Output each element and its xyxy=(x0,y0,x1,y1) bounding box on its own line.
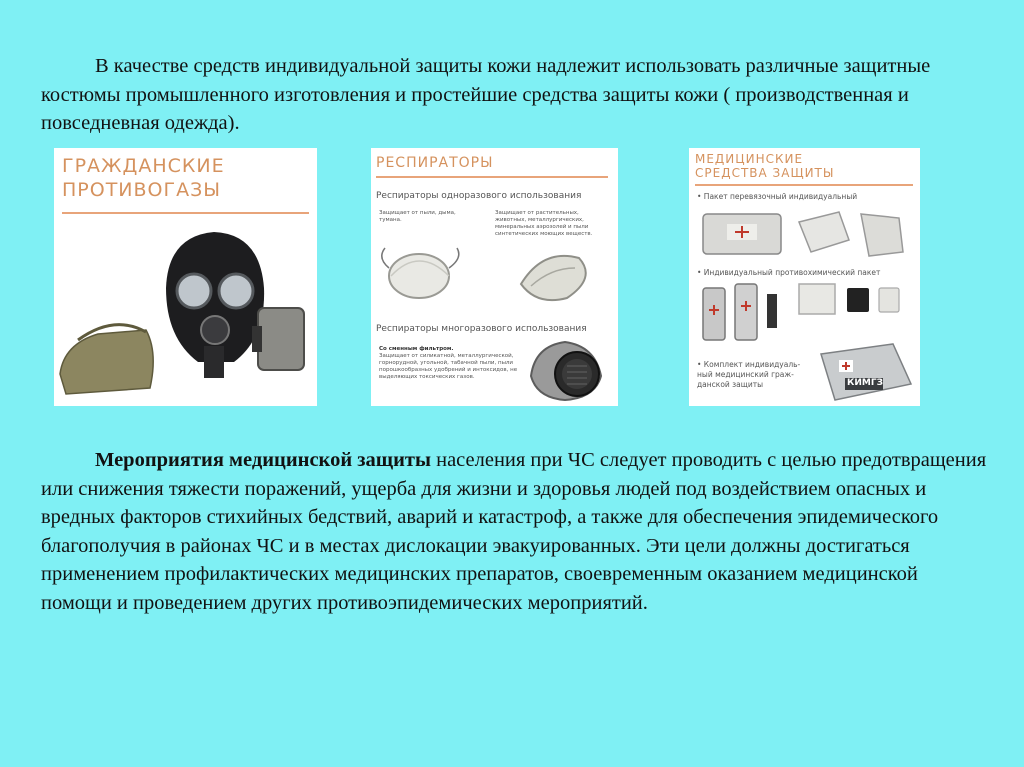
measures-text: населения при ЧС следует проводить с целью предотвращения или снижения тяжести поражений, ущерба для жизни и здоровья людей под воздействием опасных и вредных факторов стихийных бедствий, аварий и катастроф, а также для обеспечения эпидемического благополучия в районах ЧС и в местах дислокации эвакуированных. Эти цели должны достигаться применением профилактических медицинских препаратов, своевременным оказанием медицинской помощи и проведением других противоэпидемических мероприятий. xyxy=(41,449,987,614)
medical-protection-panel xyxy=(689,148,920,406)
disposable-respirators-illustration xyxy=(371,238,618,328)
reusable-heading: Респираторы многоразового использования xyxy=(376,324,587,334)
medical-item-3-line2: ный медицинский граж- xyxy=(697,370,794,379)
respirators-title: РЕСПИРАТОРЫ xyxy=(376,155,494,171)
medical-title-line2: СРЕДСТВА ЗАЩИТЫ xyxy=(695,166,835,180)
disposable-note-2: Защищает от растительных, животных, металлургических, минеральных аэрозолей и пыли синтетических моющих веществ. xyxy=(495,210,593,237)
filter-note-text: Защищает от силикатной, металлургической, горнорудной, угольной, табачной пыли, пыли порошкообразных удобрений и интоксидов, не выделяющих токсических газов. xyxy=(379,353,518,380)
title-rule xyxy=(695,184,913,186)
respirators-panel xyxy=(371,148,618,406)
medical-item-3-line3: данской защиты xyxy=(697,380,763,389)
disposable-note-1: Защищает от пыли, дыма, тумана. xyxy=(379,210,456,223)
measures-bold-lead: Мероприятия медицинской защиты xyxy=(95,449,431,471)
disposable-heading: Респираторы одноразового использования xyxy=(376,191,582,201)
filter-note-title: Со сменным фильтром. xyxy=(379,346,454,352)
kit-label: КИМГЗ xyxy=(847,378,883,388)
intro-paragraph xyxy=(41,52,991,138)
medical-item-2: • Индивидуальный противохимический пакет xyxy=(697,268,881,277)
medical-item-1: • Пакет перевязочный индивидуальный xyxy=(697,192,858,201)
reusable-respirator-illustration xyxy=(525,336,615,406)
gas-masks-title-line1: ГРАЖДАНСКИЕ xyxy=(62,155,225,177)
gas-mask-illustration xyxy=(54,148,317,406)
medical-title-line1: МЕДИЦИНСКИЕ xyxy=(695,152,804,166)
dressing-package-illustration xyxy=(689,204,920,266)
gas-masks-title-line2: ПРОТИВОГАЗЫ xyxy=(62,179,222,201)
medical-item-3-line1: • Комплект индивидуаль- xyxy=(697,360,801,369)
first-aid-kit-illustration xyxy=(815,334,915,404)
measures-paragraph xyxy=(41,446,991,617)
intro-text: В качестве средств индивидуальной защиты кожи надлежит использовать различные защитные костюмы промышленного изготовления и простейшие средства защиты кожи ( производственная и повседневная одежда). xyxy=(41,55,931,134)
title-rule xyxy=(376,176,608,178)
gas-masks-panel xyxy=(54,148,317,406)
